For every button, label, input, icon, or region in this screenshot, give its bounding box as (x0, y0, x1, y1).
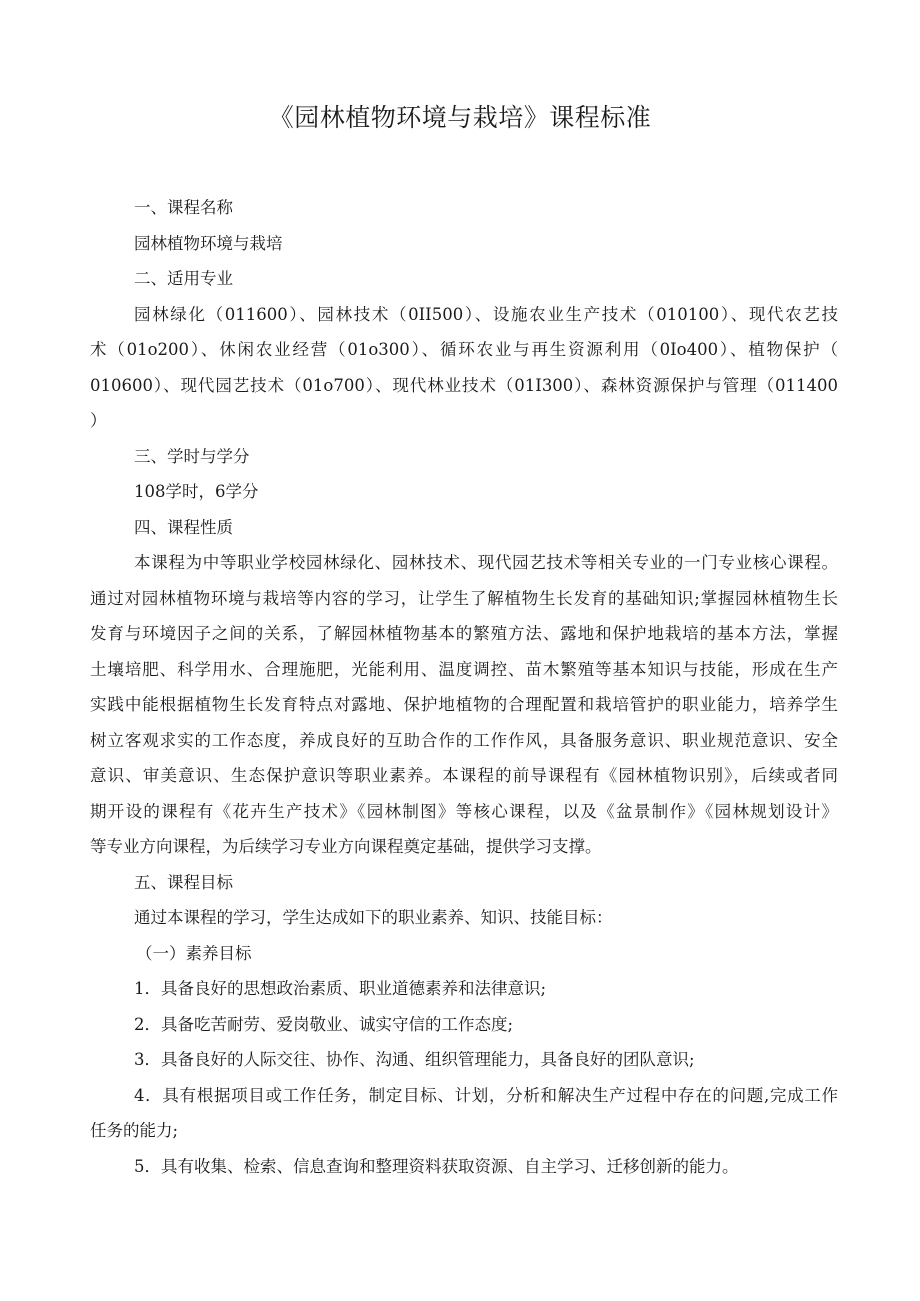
goal-item-continuation: 任务的能力; (90, 1121, 179, 1140)
section-heading-course-nature: 四、课程性质 (134, 517, 233, 537)
majors-line: 010600）、现代园艺技术（01o700）、现代林业技术（01I300）、森林资源保护与管理（011400 (90, 375, 838, 395)
section-heading-course-name: 一、课程名称 (134, 198, 233, 217)
goal-item: 1．具备良好的思想政治素质、职业道德素养和法律意识; (134, 979, 547, 998)
course-nature-line: 发育与环境因子之间的关系，了解园林植物基本的繁殖方法、露地和保护地栽培的基本方法，掌握 (90, 624, 838, 643)
hours-credits-text: 108学时，6学分 (134, 482, 259, 501)
document-title: 《园林植物环境与栽培》课程标准 (268, 103, 652, 132)
majors-line: ） (90, 411, 107, 430)
section-heading-course-objectives: 五、课程目标 (134, 872, 233, 892)
course-nature-line: 等专业方向课程，为后续学习专业方向课程奠定基础，提供学习支撑。 (90, 837, 602, 856)
section-heading-hours-credits: 三、学时与学分 (134, 446, 250, 466)
course-nature-line: 树立客观求实的工作态度，养成良好的互助合作的工作作风，具备服务意识、职业规范意识、安全 (90, 730, 838, 750)
course-name-text: 园林植物环境与栽培 (134, 233, 283, 253)
course-nature-line: 实践中能根据植物生长发育特点对露地、保护地植物的合理配置和栽培管护的职业能力，培养学生 (90, 695, 838, 714)
majors-line: 园林绿化（011600）、园林技术（0II500）、设施农业生产技术（010100）、现代农艺技 (134, 304, 838, 324)
subsection-heading-literacy-goals: （一）素养目标 (136, 943, 252, 963)
course-nature-line: 土壤培肥、科学用水、合理施肥，光能利用、温度调控、苗木繁殖等基本知识与技能，形成在生产 (90, 659, 838, 679)
goal-item: 3．具备良好的人际交往、协作、沟通、组织管理能力，具备良好的团队意识; (134, 1050, 695, 1069)
document-body (90, 190, 838, 1184)
objectives-intro: 通过本课程的学习，学生达成如下的职业素养、知识、技能目标： (134, 908, 613, 927)
majors-line: 术（01o200）、休闲农业经营（01o300）、循环农业与再生资源利用（0Io400）、植物保护（ (90, 340, 838, 359)
goal-item: 2．具备吃苦耐劳、爱岗敬业、诚实守信的工作态度; (134, 1014, 514, 1034)
goal-item: 4．具有根据项目或工作任务，制定目标、计划，分析和解决生产过程中存在的问题,完成工作 (134, 1085, 838, 1105)
goal-item: 5．具有收集、检索、信息查询和整理资料获取资源、自主学习、迁移创新的能力。 (134, 1156, 739, 1176)
course-nature-line: 期开设的课程有《花卉生产技术》《园林制图》等核心课程，以及《盆景制作》《园林规划设计》 (90, 801, 838, 821)
course-nature-line: 意识、审美意识、生态保护意识等职业素养。本课程的前导课程有《园林植物识别》，后续或者同 (90, 766, 838, 785)
course-nature-line: 本课程为中等职业学校园林绿化、园林技术、现代园艺技术等相关专业的一门专业核心课程。 (134, 553, 838, 572)
course-nature-line: 通过对园林植物环境与栽培等内容的学习，让学生了解植物生长发育的基础知识;掌握园林植物生长 (90, 588, 838, 608)
section-heading-applicable-majors: 二、适用专业 (134, 269, 233, 288)
